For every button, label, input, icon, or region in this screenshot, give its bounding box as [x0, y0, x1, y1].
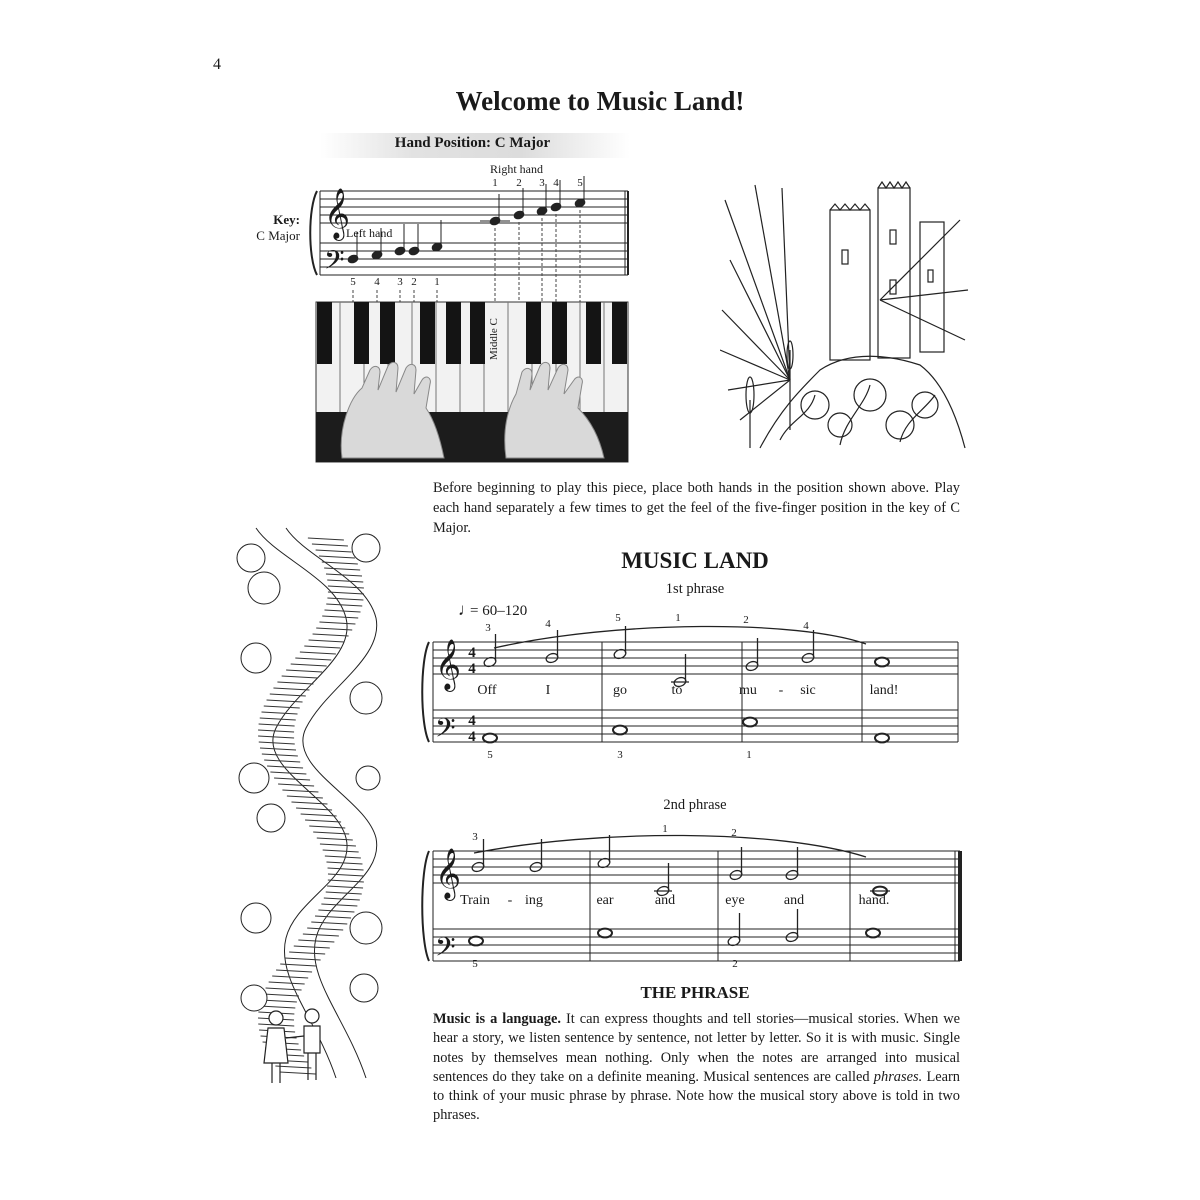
stair-line — [304, 646, 340, 648]
hand-position-title: Hand Position: C Major — [394, 135, 551, 151]
stair-line — [328, 592, 364, 594]
finger-number: 1 — [675, 612, 681, 624]
time-signature — [468, 645, 476, 745]
lyric: eye — [725, 893, 745, 908]
middle-c-label: Middle C — [488, 318, 500, 360]
svg-text:4: 4 — [468, 729, 476, 745]
finger-number: 4 — [803, 620, 809, 632]
section-heading: THE PHRASE — [640, 983, 750, 1002]
finger-number: 1 — [746, 749, 752, 761]
lyric: ear — [596, 893, 614, 908]
stair-line — [315, 916, 351, 918]
stair-line — [326, 604, 362, 606]
stair-line — [259, 724, 295, 726]
body-part2: Learn to think of your music phrase by phrase. Note how the musical story above is told in two phrases. — [433, 1068, 960, 1124]
stair-line — [324, 568, 360, 570]
stair-line — [273, 688, 309, 690]
stair-line — [311, 922, 347, 924]
stair-line — [277, 682, 313, 684]
stair-line — [262, 754, 298, 756]
phrase2-system — [418, 815, 968, 975]
stair-line — [312, 544, 348, 546]
lyric: and — [783, 893, 805, 908]
phrase1-treble-fingers — [485, 612, 809, 634]
page-number: 4 — [213, 56, 221, 73]
phrase2-bass-notes — [469, 909, 880, 947]
key-heading: Key: — [273, 212, 300, 227]
lyric: Off — [477, 683, 497, 698]
instructions-text: Before beginning to play this piece, place both hands in the position shown above. Play each hand separately a few times to get the feel of the five-finger position in the key of C Major. — [433, 480, 960, 536]
quarter-note-icon: ♩ — [458, 600, 475, 619]
treble-clef-icon: 𝄞 — [435, 849, 462, 898]
stair-line — [261, 712, 297, 714]
stair-line — [275, 1066, 311, 1068]
stair-line — [309, 826, 345, 828]
stair-line — [301, 814, 337, 816]
phrase-slur — [474, 835, 866, 857]
keyboard-illustration — [316, 302, 628, 462]
brace-icon — [422, 851, 429, 961]
lyric: and — [654, 893, 676, 908]
stair-line — [309, 640, 345, 642]
stair-line — [327, 580, 363, 582]
stair-line — [328, 868, 364, 870]
stair-line — [260, 718, 296, 720]
staircase-illustration — [236, 518, 384, 1090]
stair-line — [280, 1072, 316, 1074]
stair-line — [258, 736, 294, 738]
stair-line — [327, 598, 363, 600]
stair-line — [291, 664, 327, 666]
stair-line — [318, 910, 354, 912]
stair-line — [326, 892, 362, 894]
lh-finger: 5 — [350, 276, 356, 288]
stair-line — [298, 940, 334, 942]
stair-line — [264, 760, 300, 762]
stair-line — [259, 742, 295, 744]
finger-number: 1 — [662, 823, 668, 835]
finger-number: 2 — [743, 614, 749, 626]
stair-line — [278, 784, 314, 786]
phrase-body-text — [433, 1010, 960, 1126]
brace-icon — [310, 191, 317, 275]
castle-illustration — [720, 180, 970, 450]
phrase1-label: 1st phrase — [665, 581, 725, 597]
tempo-marking: = 60–120 — [470, 603, 528, 619]
stair-line — [276, 970, 312, 972]
lh-finger: 3 — [397, 276, 403, 288]
treble-clef-icon: 𝄞 — [435, 640, 462, 689]
rh-finger: 2 — [516, 177, 522, 189]
page-title: Welcome to Music Land! — [455, 86, 745, 116]
stair-line — [269, 982, 305, 984]
stair-line — [316, 550, 352, 552]
finger-number: 3 — [472, 831, 478, 843]
lyric: - — [778, 683, 784, 698]
lyric: ing — [525, 893, 543, 908]
stair-line — [326, 862, 362, 864]
rh-finger: 5 — [577, 177, 583, 189]
rh-finger: 4 — [553, 177, 559, 189]
lh-finger: 1 — [434, 276, 440, 288]
final-barline — [958, 851, 962, 961]
lyric: go — [613, 683, 627, 698]
stair-line — [289, 952, 325, 954]
right-hand-label: Right hand — [490, 162, 543, 176]
stair-line — [259, 1006, 295, 1008]
phrase2-treble-notes — [471, 835, 890, 897]
finger-number: 5 — [487, 749, 493, 761]
finger-number: 3 — [617, 749, 623, 761]
stair-line — [325, 856, 361, 858]
lyric: mu — [739, 683, 757, 698]
phrase2-treble-fingers — [472, 823, 737, 843]
bold-lead: Music is a language. — [433, 1011, 562, 1027]
stair-line — [267, 700, 303, 702]
bass-clef-icon: 𝄢 — [435, 713, 456, 749]
left-hand-label: Left hand — [346, 226, 393, 240]
phrase1-lyrics — [477, 683, 898, 698]
stair-line — [300, 652, 336, 654]
bass-clef-icon: 𝄢 — [324, 245, 345, 281]
phrase1-system — [418, 600, 968, 795]
lyric: hand. — [858, 893, 890, 908]
stair-line — [323, 850, 359, 852]
stair-line — [260, 748, 296, 750]
stair-line — [328, 880, 364, 882]
phrase2-bass-fingers — [472, 958, 738, 970]
lyric: - — [507, 893, 513, 908]
rh-finger: 3 — [539, 177, 545, 189]
stair-line — [319, 622, 355, 624]
body-part1: It can express thoughts and tell stories—musical stories. When we hear a story, we listen sentence by sentence, not letter by letter. So it is with music. Single notes by themselves mean nothing. Only when the notes are arranged into musical sentences do they take on a definite meaning. Musical sentences are called — [433, 1011, 960, 1085]
stair-line — [294, 946, 330, 948]
stair-line — [266, 988, 302, 990]
stair-line — [319, 556, 355, 558]
lh-finger: 4 — [374, 276, 380, 288]
finger-number: 3 — [485, 622, 491, 634]
phrase1-bass-fingers — [487, 749, 752, 761]
phrase1-bass-notes — [483, 718, 889, 743]
lyric: sic — [800, 683, 816, 698]
stair-line — [264, 706, 300, 708]
svg-text:4: 4 — [468, 661, 476, 677]
stair-line — [320, 844, 356, 846]
stair-line — [282, 790, 318, 792]
stair-line — [322, 616, 358, 618]
stair-line — [325, 610, 361, 612]
rh-finger: 1 — [492, 177, 498, 189]
stair-line — [307, 928, 343, 930]
stair-line — [282, 676, 318, 678]
stair-line — [308, 538, 344, 540]
stair-line — [327, 886, 363, 888]
phrase2-label: 2nd phrase — [663, 797, 727, 813]
stair-line — [303, 934, 339, 936]
finger-number: 2 — [732, 958, 738, 970]
finger-number: 4 — [545, 618, 551, 630]
italic-term: phrases. — [873, 1068, 923, 1085]
stair-line — [295, 658, 331, 660]
finger-number: 2 — [731, 827, 737, 839]
lh-finger: 2 — [411, 276, 417, 288]
finger-number: 5 — [615, 612, 621, 624]
right-hand-fingers — [492, 177, 583, 189]
lyric: Train — [460, 893, 490, 908]
lyric: I — [545, 683, 551, 698]
phrase2-lyrics — [460, 893, 889, 908]
stair-line — [263, 994, 299, 996]
stair-line — [328, 586, 364, 588]
lyric: land! — [869, 683, 899, 698]
stair-line — [286, 670, 322, 672]
stair-line — [274, 778, 310, 780]
finger-number: 5 — [472, 958, 478, 970]
stair-line — [258, 730, 294, 732]
brace-icon — [422, 642, 429, 742]
stair-line — [317, 838, 353, 840]
svg-text:4: 4 — [468, 713, 476, 729]
stair-line — [321, 904, 357, 906]
key-value: C Major — [256, 228, 300, 243]
stair-line — [287, 796, 323, 798]
hand-position-diagram — [300, 158, 640, 463]
bass-clef-icon: 𝄢 — [435, 932, 456, 968]
lyric: to — [671, 683, 683, 698]
stair-line — [270, 772, 306, 774]
song-title: MUSIC LAND — [621, 548, 769, 573]
stair-line — [326, 574, 362, 576]
key-label — [248, 212, 300, 244]
stair-line — [305, 820, 341, 822]
stair-line — [313, 634, 349, 636]
svg-text:4: 4 — [468, 645, 476, 661]
treble-clef-icon: 𝄞 — [324, 189, 351, 238]
stair-line — [328, 874, 364, 876]
left-hand-fingers — [350, 276, 440, 288]
